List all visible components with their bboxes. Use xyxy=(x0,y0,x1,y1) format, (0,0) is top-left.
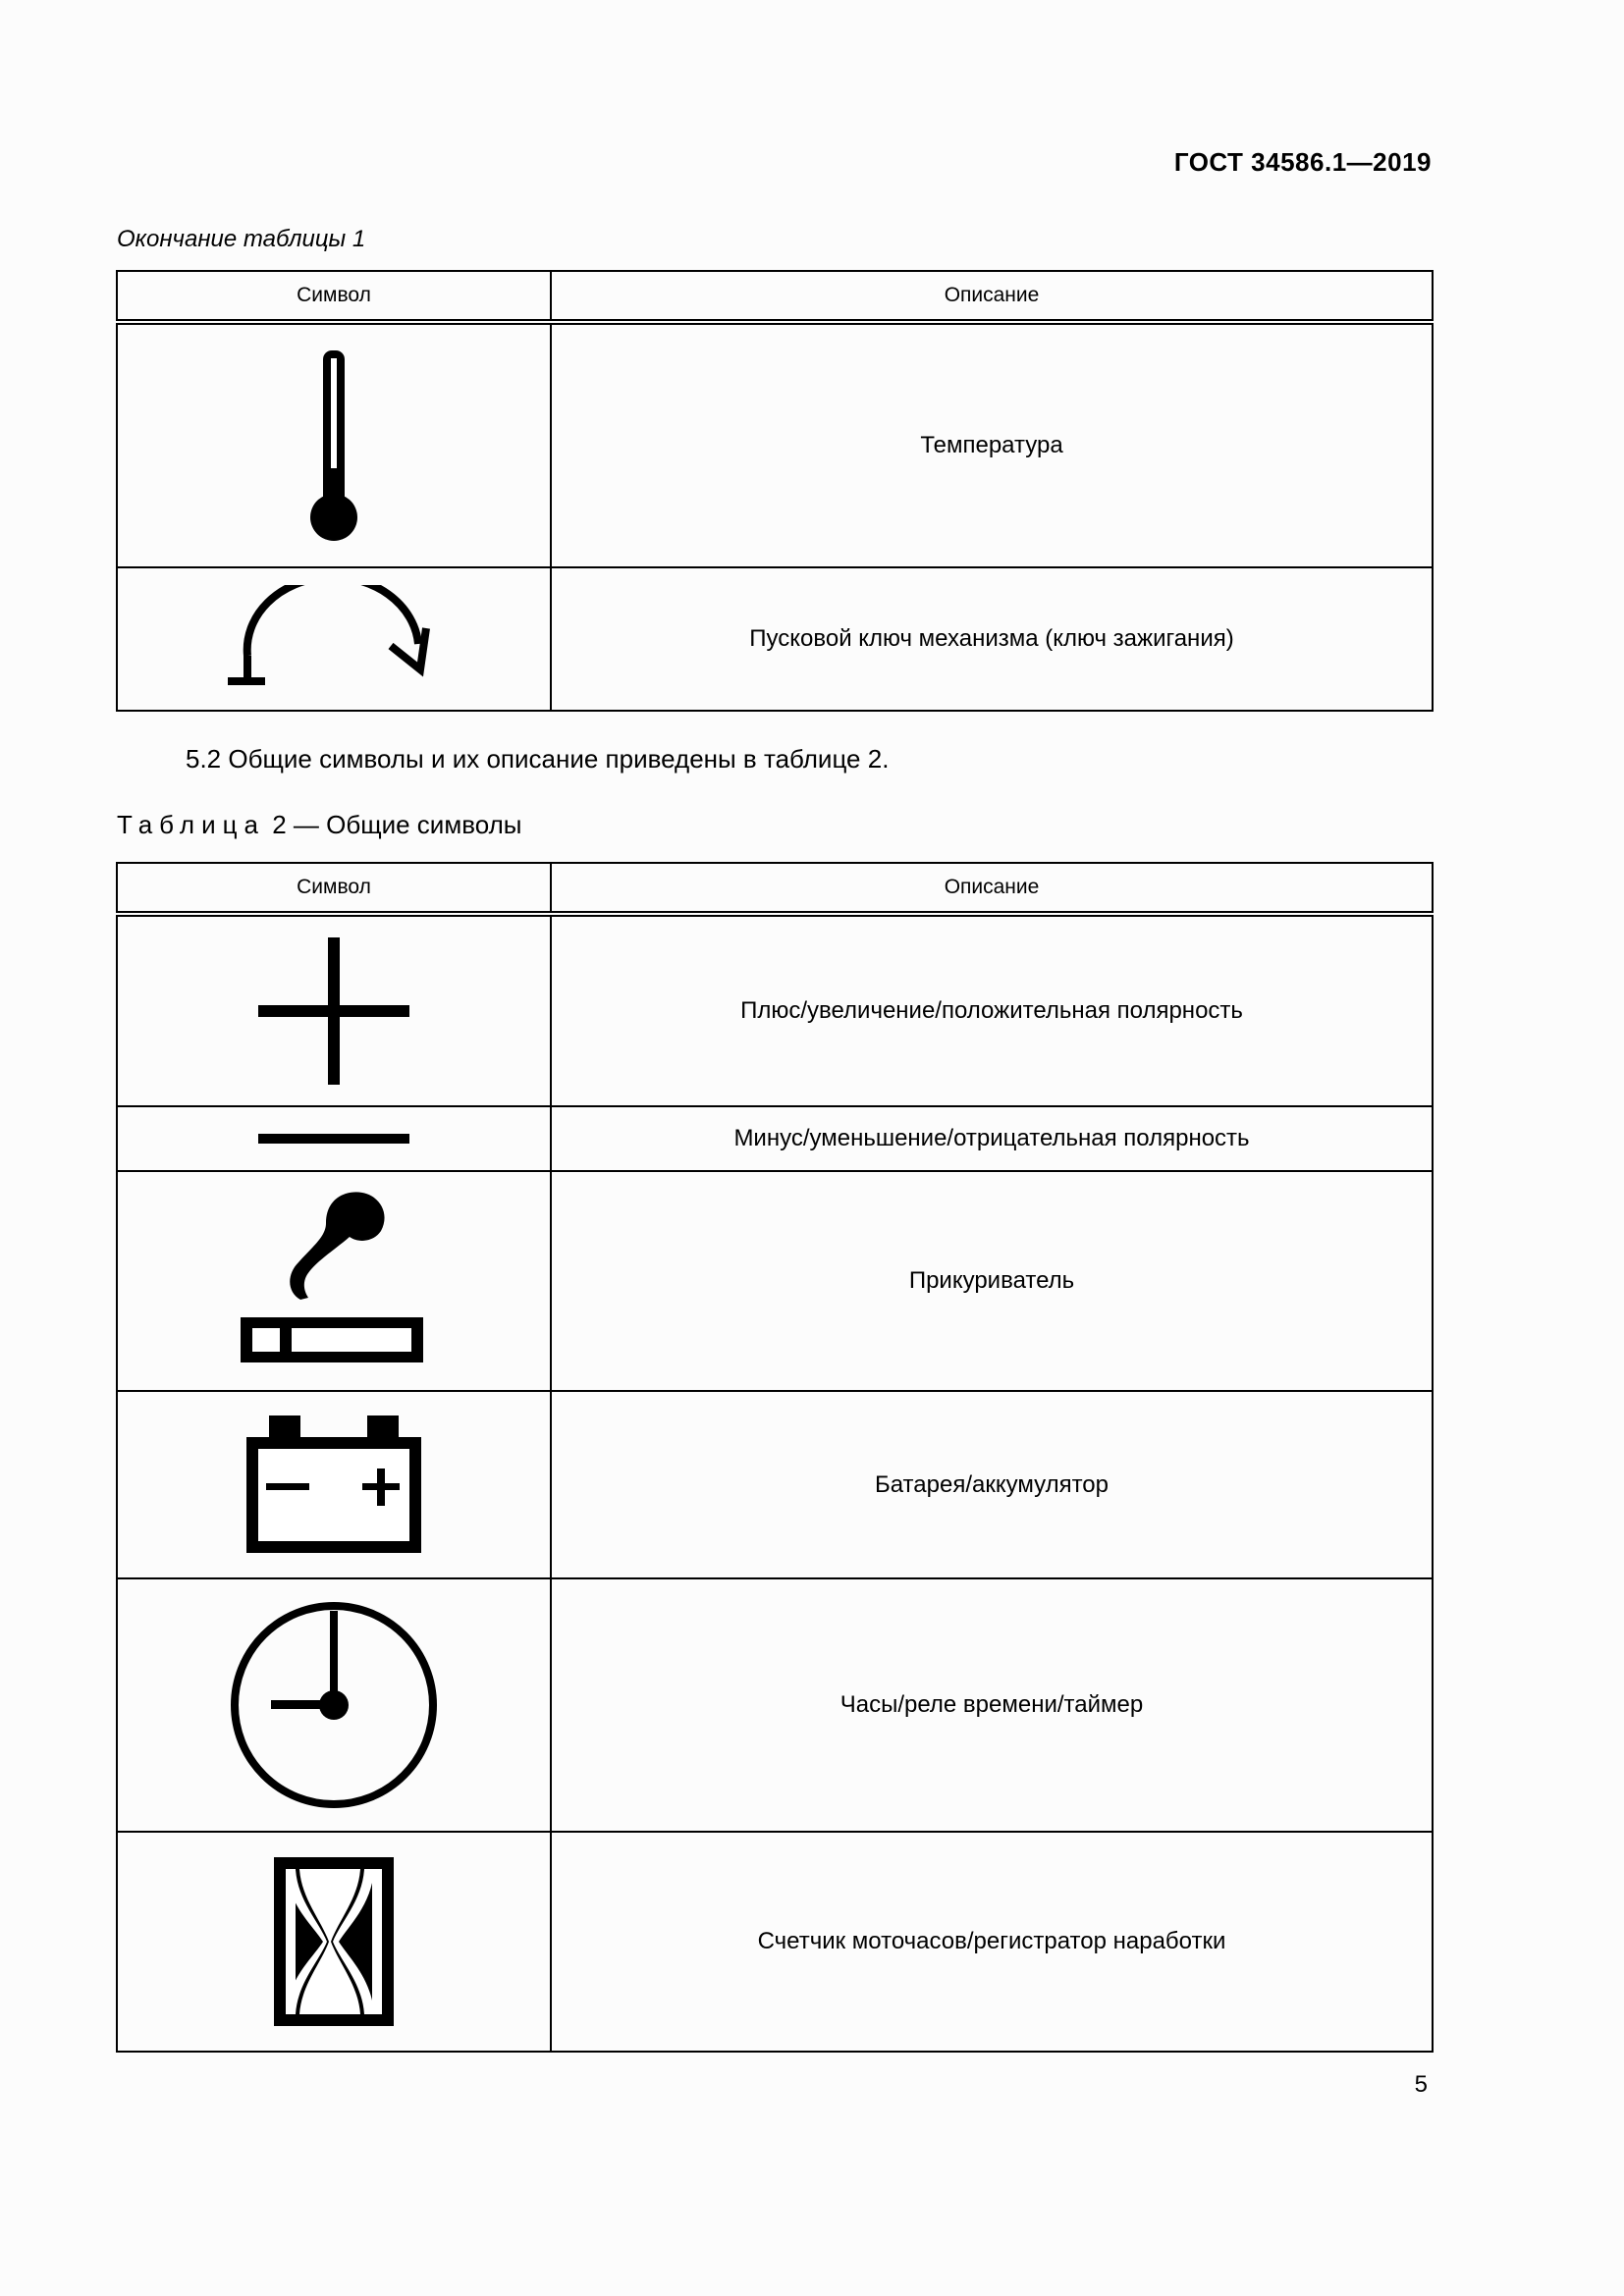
column-header-description: Описание xyxy=(551,271,1433,322)
document-code: ГОСТ 34586.1—2019 xyxy=(1173,147,1432,177)
table-row xyxy=(117,1578,1433,1832)
description-cell: Часы/реле времени/таймер xyxy=(551,1578,1433,1832)
symbol-cell xyxy=(117,1391,551,1578)
ignition-key-icon xyxy=(226,585,442,693)
cigarette-lighter-icon xyxy=(236,1188,432,1374)
description-cell: Счетчик моточасов/регистратор наработки xyxy=(551,1832,1433,2052)
table-row xyxy=(117,1391,1433,1578)
table2-title-word: Таблица xyxy=(117,810,265,839)
symbol-cell xyxy=(117,1171,551,1391)
symbol-cell xyxy=(117,914,551,1106)
description-cell: Температура xyxy=(551,322,1433,567)
minus-icon xyxy=(255,1132,412,1146)
column-header-symbol: Символ xyxy=(117,271,551,322)
table2-title-rest: 2 — Общие символы xyxy=(272,810,522,839)
hourglass-icon xyxy=(270,1853,398,2030)
table-row xyxy=(117,1832,1433,2052)
table1-caption: Окончание таблицы 1 xyxy=(117,226,366,252)
table-header-row xyxy=(117,863,1433,914)
symbol-cell xyxy=(117,1106,551,1171)
symbol-cell xyxy=(117,1832,551,2052)
description-cell: Пусковой ключ механизма (ключ зажигания) xyxy=(551,567,1433,711)
table-row xyxy=(117,322,1433,567)
thermometer-icon xyxy=(304,343,363,549)
description-cell: Прикуриватель xyxy=(551,1171,1433,1391)
paragraph-5-2: 5.2 Общие символы и их описание приведены в таблице 2. xyxy=(186,744,890,774)
symbol-cell xyxy=(117,567,551,711)
description-cell: Минус/уменьшение/отрицательная полярность xyxy=(551,1106,1433,1171)
plus-icon xyxy=(255,933,412,1090)
table-row xyxy=(117,1106,1433,1171)
table2-title xyxy=(117,810,521,840)
description-cell: Плюс/увеличение/положительная полярность xyxy=(551,914,1433,1106)
symbol-cell xyxy=(117,322,551,567)
battery-icon xyxy=(241,1412,427,1559)
table-header-row xyxy=(117,271,1433,322)
description-cell: Батарея/аккумулятор xyxy=(551,1391,1433,1578)
clock-icon xyxy=(226,1597,442,1813)
table1 xyxy=(116,270,1434,712)
table2 xyxy=(116,862,1434,2053)
column-header-description: Описание xyxy=(551,863,1433,914)
table-row xyxy=(117,567,1433,711)
table-row xyxy=(117,914,1433,1106)
symbol-cell xyxy=(117,1578,551,1832)
table-row xyxy=(117,1171,1433,1391)
column-header-symbol: Символ xyxy=(117,863,551,914)
page-number: 5 xyxy=(1414,2071,1428,2098)
